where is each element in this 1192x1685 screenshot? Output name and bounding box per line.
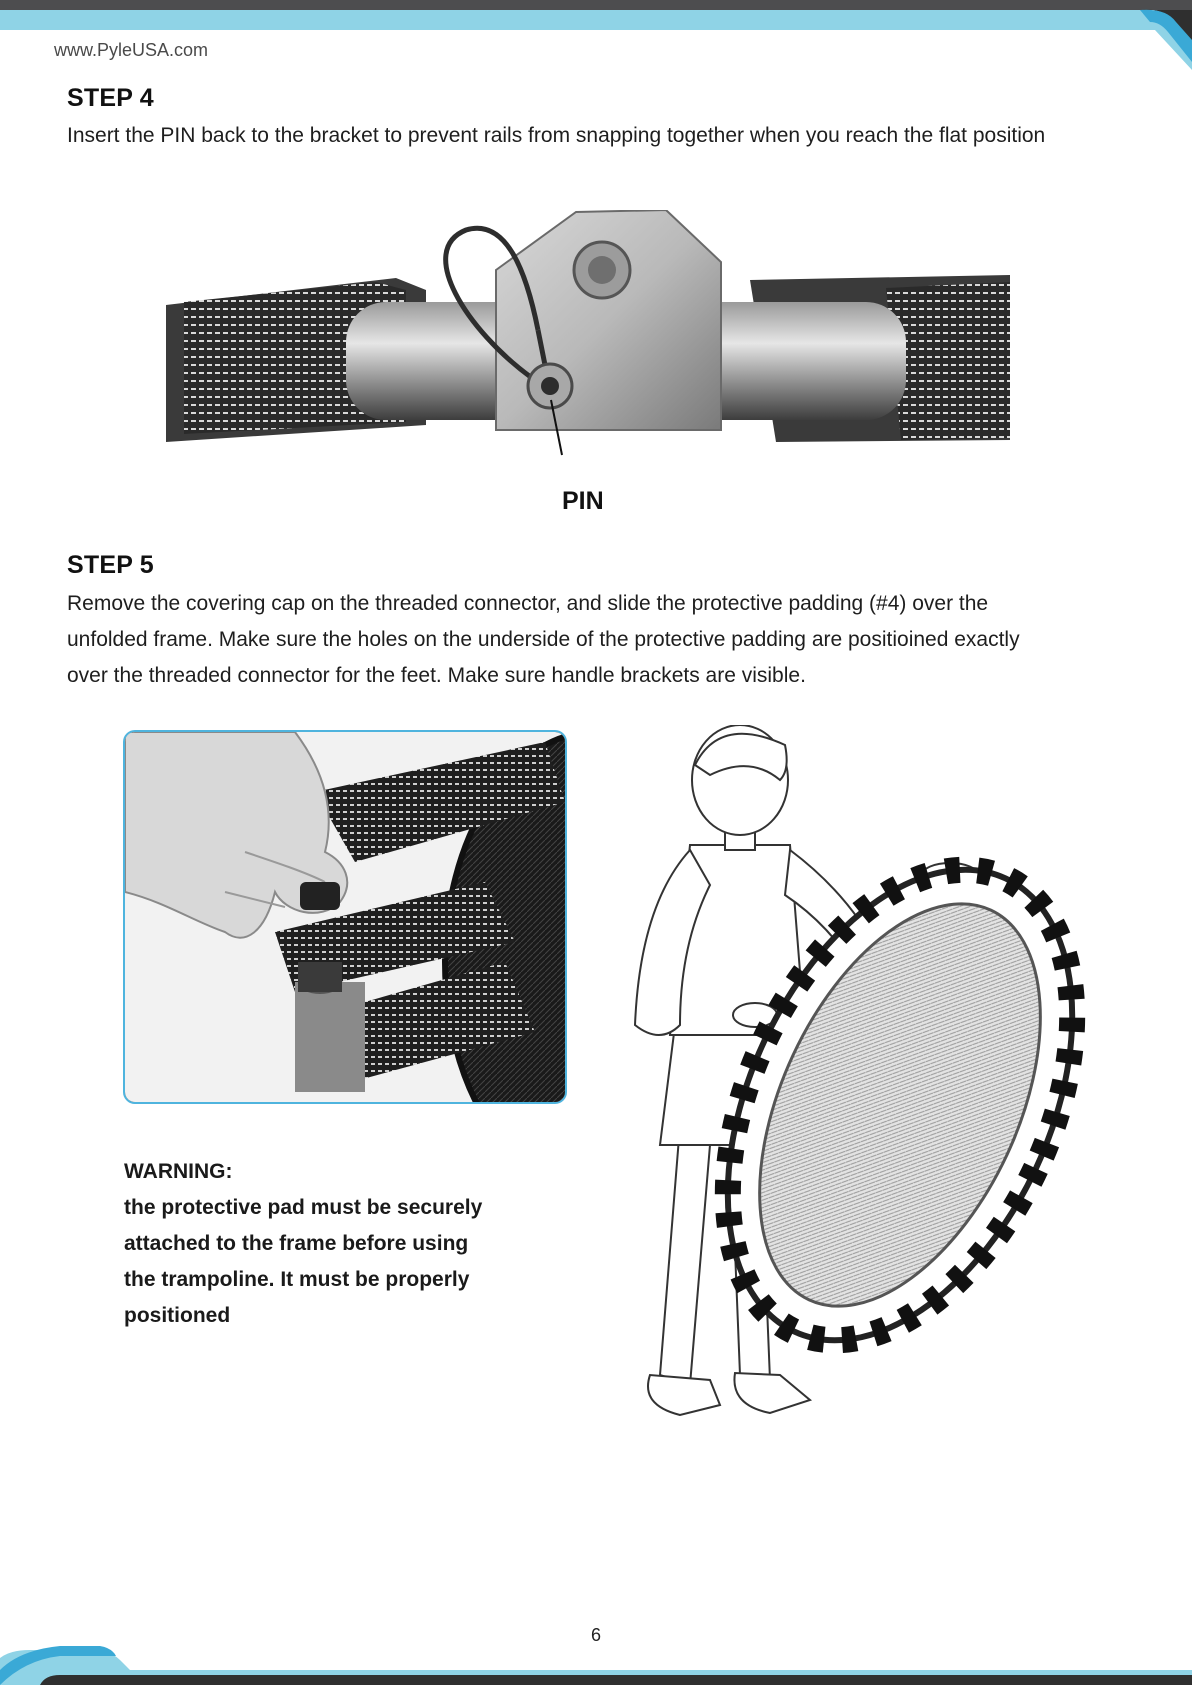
- warning-line: positioned: [124, 1304, 231, 1327]
- warning-block: [124, 1154, 482, 1334]
- remove-cap-photo: [123, 730, 567, 1104]
- step-5-heading: STEP 5: [67, 551, 154, 579]
- step-5-line: unfolded frame. Make sure the holes on the underside of the protective padding are positioined exactly: [67, 628, 1020, 651]
- step-5-line: Remove the covering cap on the threaded connector, and slide the protective padding (#4) over the: [67, 592, 989, 615]
- pin-callout-label: PIN: [562, 487, 604, 515]
- page-number: 6: [591, 1625, 602, 1645]
- bottom-decorative-band: [0, 1630, 1192, 1685]
- bracket-pin-photo: [166, 210, 1010, 465]
- warning-line: attached to the frame before using: [124, 1232, 469, 1255]
- site-url: www.PyleUSA.com: [54, 40, 209, 60]
- step-5-line: over the threaded connector for the feet. Make sure handle brackets are visible.: [67, 664, 806, 687]
- step-5-instructions: [67, 586, 1020, 694]
- warning-line: the protective pad must be securely: [124, 1196, 483, 1219]
- warning-line: the trampoline. It must be properly: [124, 1268, 470, 1291]
- person-holding-trampoline-illustration: [620, 725, 1090, 1445]
- step-4-instructions: Insert the PIN back to the bracket to prevent rails from snapping together when you reach the flat position: [67, 124, 1046, 147]
- step-4-heading: STEP 4: [67, 84, 154, 112]
- warning-title: WARNING:: [124, 1160, 233, 1183]
